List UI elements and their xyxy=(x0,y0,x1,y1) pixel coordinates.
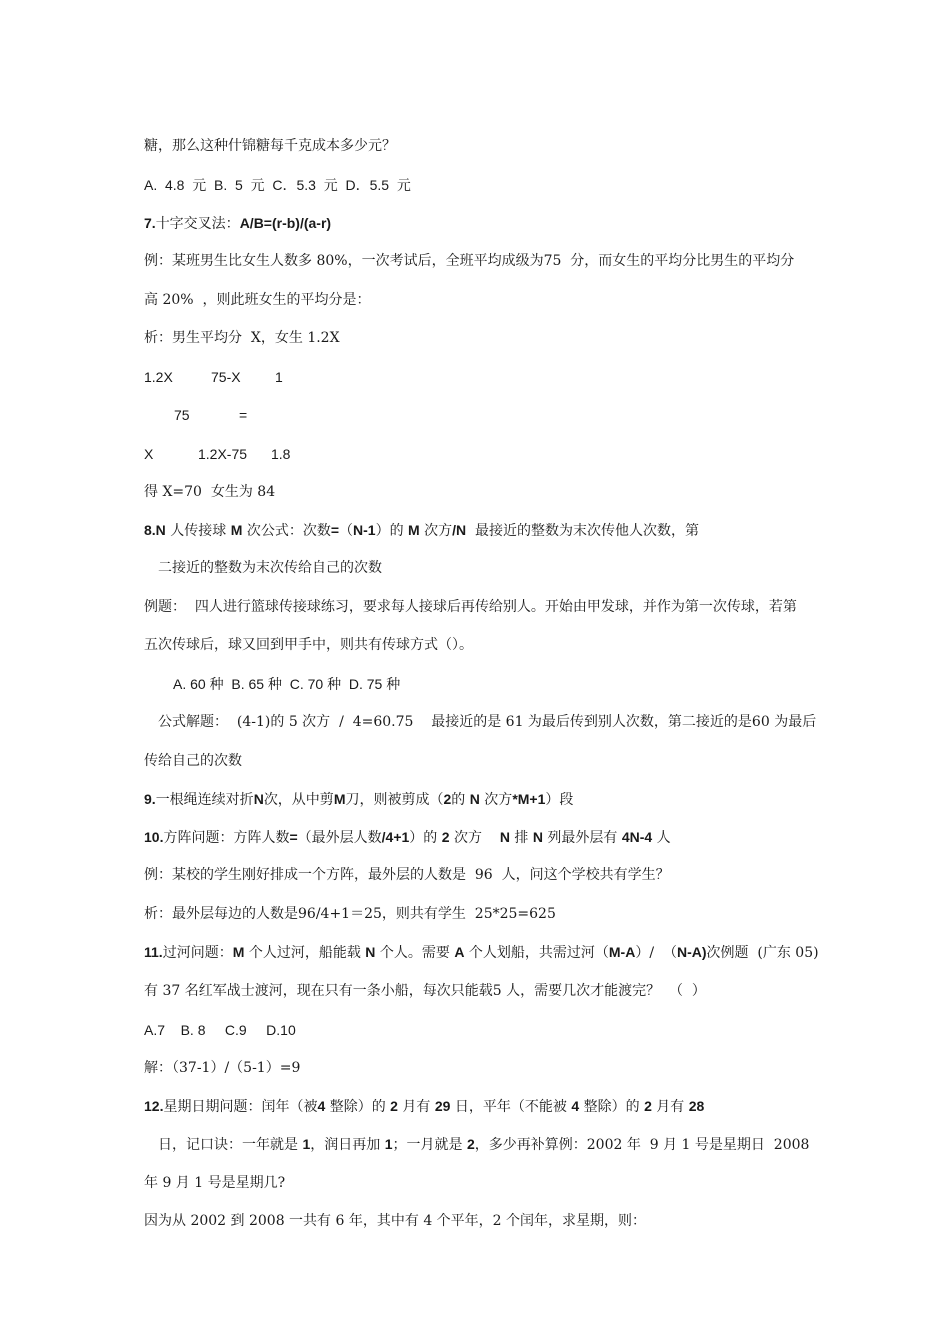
text-run: N-1 xyxy=(353,522,376,538)
text-run: 28 xyxy=(688,1098,705,1114)
text-line: 例题： 四人进行篮球传接球练习，要求每人接球后再传给别人。开始由甲发球，并作为第一次传球，若第 xyxy=(144,599,797,615)
text-run: 1 xyxy=(302,1136,311,1152)
section-heading-9 xyxy=(144,790,573,809)
section-title: 十字交叉法： xyxy=(155,216,240,232)
text-run: 次方 xyxy=(479,792,513,808)
text-line: 因为从 2002 到 2008 一共有 6 年，其中有 4 个平年，2 个闰年，求星期，则： xyxy=(144,1213,647,1229)
text-run: 次例题 (广东 05) xyxy=(706,945,819,961)
text-line: 例：某校的学生刚好排成一个方阵，最外层的人数是 96 人，问这个学校共有学生？ xyxy=(144,867,670,883)
section-number: 7. xyxy=(144,215,156,231)
text-run: 日，记口诀：一年就是 xyxy=(158,1137,303,1153)
text-run: 次方 xyxy=(419,523,453,539)
text-line: 二接近的整数为末次传给自己的次数 xyxy=(158,560,382,576)
text-run: 人 xyxy=(652,830,671,846)
text-line: 五次传球后，球又回到甲手中，则共有传球方式（）。 xyxy=(144,637,473,653)
text-run: 方阵问题：方阵人数 xyxy=(163,830,290,846)
text-run: 月有 xyxy=(651,1099,689,1115)
section-heading-10 xyxy=(144,828,671,847)
text-run: 星期日期问题：闰年（被 xyxy=(163,1099,318,1115)
text-run: 次，从中剪 xyxy=(263,792,334,808)
section-heading-8 xyxy=(144,521,699,540)
text-run: 的 xyxy=(451,792,470,808)
text-run: N xyxy=(469,791,480,807)
text-run: 月有 xyxy=(397,1099,435,1115)
text-run: 一根绳连续对折 xyxy=(155,792,254,808)
answer-options: A.7 B. 8 C.9 D.10 xyxy=(144,1022,296,1038)
table-cell: 1.2X-75 xyxy=(198,446,248,462)
text-run: 个人划船，共需过河（ xyxy=(464,945,609,961)
text-run: 次方 xyxy=(449,830,500,846)
text-run: M xyxy=(333,791,346,807)
table-cell: 75 xyxy=(174,407,190,423)
text-run: M xyxy=(408,522,420,538)
table-cell: 1.8 xyxy=(271,446,291,462)
text-run: = xyxy=(330,522,340,538)
text-run: ）/ （ xyxy=(635,945,677,961)
text-run: 2 xyxy=(644,1098,652,1114)
text-run: 人传接球 xyxy=(165,523,231,539)
text-run: 刀，则被剪成（ xyxy=(345,792,444,808)
table-cell: = xyxy=(239,407,248,423)
text-run: ，润日再加 xyxy=(310,1137,385,1153)
table-cell: X xyxy=(144,446,154,462)
section-number: 10. xyxy=(144,829,164,845)
text-run: 最接近的整数为末次传他人次数，第 xyxy=(466,523,700,539)
text-run: 1 xyxy=(384,1136,393,1152)
section-number: 12. xyxy=(144,1098,164,1114)
text-line: 高 20% ，则此班女生的平均分是： xyxy=(144,292,371,308)
text-run: 整除）的 xyxy=(579,1099,645,1115)
text-run: 4 xyxy=(571,1098,580,1114)
text-run: （最外层人数 xyxy=(297,830,382,846)
text-run: ，多少再补算例：2002 年 9 月 1 号是星期日 2008 xyxy=(474,1137,810,1153)
text-run: N xyxy=(365,944,376,960)
text-run: 4 xyxy=(317,1098,326,1114)
text-line xyxy=(158,1135,809,1154)
table-cell: 1 xyxy=(275,369,283,385)
text-run: 2 xyxy=(466,1136,475,1152)
text-run: 2 xyxy=(441,829,450,845)
text-line: 析：最外层每边的人数是96/4+1＝25，则共有学生 25*25=625 xyxy=(144,906,556,922)
text-run: ）的 xyxy=(409,830,442,846)
text-line: 公式解题： (4-1)的 5 次方 / 4=60.75 最接近的是 61 为最后传到别人次数，第二接近的是60 为最后 xyxy=(158,714,817,730)
text-run: 4N-4 xyxy=(621,829,653,845)
text-run: M xyxy=(232,944,245,960)
formula: A/B=(r-b)/(a-r) xyxy=(239,215,332,231)
answer-options: A. 4.8 元 B. 5 元 C．5.3 元 D．5.5 元 xyxy=(144,177,411,193)
text-run: （ xyxy=(339,523,354,539)
text-run: /N xyxy=(452,522,467,538)
text-line: 得 X=70 女生为 84 xyxy=(144,484,276,500)
text-line: 传给自己的次数 xyxy=(144,753,242,769)
text-run: 个人。需要 xyxy=(375,945,455,961)
text-run: 过河问题： xyxy=(162,945,233,961)
text-run: 次公式：次数 xyxy=(242,523,331,539)
table-cell: 1.2X xyxy=(144,369,173,385)
section-heading-7 xyxy=(144,214,331,233)
text-run: ）的 xyxy=(375,523,409,539)
text-run: N xyxy=(532,829,543,845)
text-run: 列最外层有 xyxy=(542,830,622,846)
text-run: 个人过河，船能载 xyxy=(244,945,366,961)
answer-options: A. 60 种 B. 65 种 C. 70 种 D. 75 种 xyxy=(173,676,401,692)
section-heading-11 xyxy=(144,943,819,962)
text-line: 年 9 月 1 号是星期几? xyxy=(144,1175,286,1191)
text-run: 29 xyxy=(434,1098,451,1114)
text-run: M xyxy=(230,522,243,538)
text-run: 日，平年（不能被 xyxy=(450,1099,572,1115)
text-run: N xyxy=(499,829,510,845)
text-run: ；一月就是 xyxy=(392,1137,467,1153)
text-run: M-A xyxy=(608,944,636,960)
text-run: 2 xyxy=(443,791,452,807)
text-run: N-A) xyxy=(676,944,707,960)
text-run: 整除）的 xyxy=(325,1099,391,1115)
text-line: 解：（37-1）/（5-1）=9 xyxy=(144,1060,301,1076)
section-number: 9. xyxy=(144,791,156,807)
text-run: *M+1 xyxy=(512,791,546,807)
text-run: /4+1 xyxy=(381,829,410,845)
section-number: 8.N xyxy=(144,522,166,538)
section-heading-12 xyxy=(144,1097,704,1116)
text-line: 有 37 名红军战士渡河，现在只有一条小船，每次只能载5 人，需要几次才能渡完？ （ ） xyxy=(144,983,706,999)
text-run: ）段 xyxy=(545,792,574,808)
text-run: 2 xyxy=(390,1098,398,1114)
text-line: 析：男生平均分 X，女生 1.2X xyxy=(144,330,340,346)
text-run: = xyxy=(289,829,298,845)
text-line: 糖，那么这种什锦糖每千克成本多少元？ xyxy=(144,138,396,154)
text-line: 例：某班男生比女生人数多 80%，一次考试后，全班平均成级为75 分，而女生的平均分比男生的平均分 xyxy=(144,253,795,269)
text-run: 排 xyxy=(509,830,533,846)
table-cell: 75-X xyxy=(211,369,241,385)
text-run: N xyxy=(253,791,264,807)
text-run: A xyxy=(454,944,465,960)
section-number: 11. xyxy=(144,944,163,960)
